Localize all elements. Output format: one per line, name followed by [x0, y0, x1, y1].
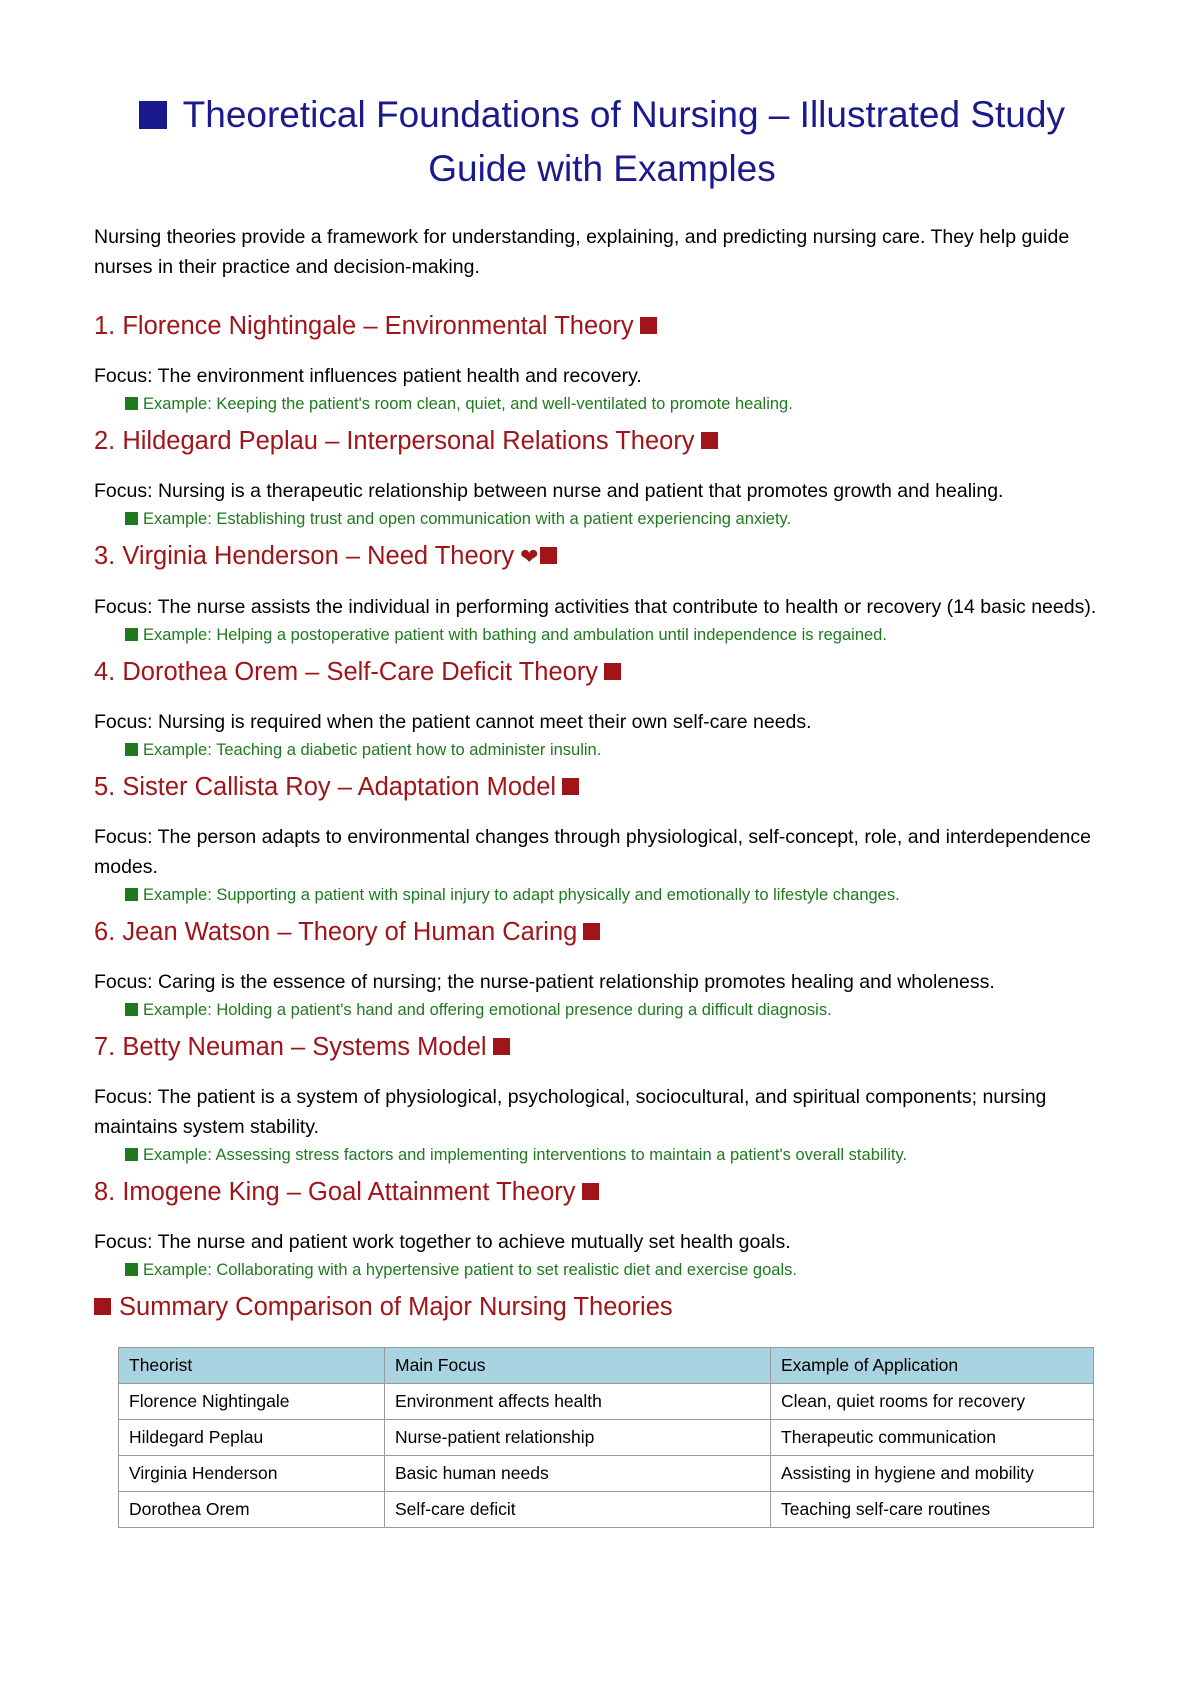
- summary-heading: [94, 1287, 1110, 1327]
- square-bullet-icon: [493, 1038, 510, 1055]
- table-cell: Clean, quiet rooms for recovery: [771, 1384, 1094, 1420]
- theory-focus: [94, 707, 1110, 737]
- example-text: Helping a postoperative patient with bathing and ambulation until independence is regained.: [216, 626, 887, 644]
- theory-section: [94, 306, 1110, 417]
- theory-example: [125, 506, 1110, 532]
- theory-focus: [94, 1082, 1110, 1142]
- theory-heading-text: 5. Sister Callista Roy – Adaptation Model: [94, 773, 557, 801]
- table-cell: Nurse-patient relationship: [385, 1420, 771, 1456]
- square-bullet-icon: [125, 1148, 138, 1161]
- theory-focus: [94, 1227, 1110, 1257]
- focus-text: The environment influences patient health and recovery.: [157, 365, 642, 387]
- theory-heading: [94, 1027, 1110, 1067]
- table-cell: Dorothea Orem: [119, 1492, 385, 1528]
- theory-example: [125, 1257, 1110, 1283]
- table-cell: Basic human needs: [385, 1456, 771, 1492]
- theory-section: [94, 767, 1110, 908]
- theory-section: [94, 1172, 1110, 1283]
- square-bullet-icon: [125, 628, 138, 641]
- theory-heading-text: 7. Betty Neuman – Systems Model: [94, 1033, 487, 1061]
- theory-section: [94, 912, 1110, 1023]
- theory-example: [125, 737, 1110, 763]
- table-header-row: [119, 1348, 1094, 1384]
- theory-section: [94, 536, 1110, 648]
- focus-text: Caring is the essence of nursing; the nurse-patient relationship promotes healing and wholeness.: [157, 971, 995, 993]
- focus-label: Focus:: [94, 365, 153, 387]
- example-text: Keeping the patient's room clean, quiet, and well-ventilated to promote healing.: [216, 395, 793, 413]
- example-text: Assessing stress factors and implementing interventions to maintain a patient's overall stability.: [215, 1146, 908, 1164]
- focus-text: The nurse assists the individual in performing activities that contribute to health or recovery (14 basic needs).: [157, 596, 1097, 618]
- square-bullet-icon: [125, 512, 138, 525]
- theory-heading-text: 1. Florence Nightingale – Environmental Theory: [94, 312, 634, 340]
- theory-example: [125, 1142, 1110, 1168]
- table-cell: Therapeutic communication: [771, 1420, 1094, 1456]
- focus-text: The person adapts to environmental changes through physiological, self-concept, role, and interdependence modes.: [94, 826, 1091, 878]
- example-label: Example:: [143, 741, 212, 759]
- document-title-text: Theoretical Foundations of Nursing – Illustrated Study Guide with Examples: [182, 94, 1065, 189]
- column-header-main-focus: Main Focus: [385, 1348, 771, 1384]
- square-bullet-icon: [125, 1263, 138, 1276]
- table-row: [119, 1384, 1094, 1420]
- theory-heading: [94, 421, 1110, 461]
- theory-example: [125, 391, 1110, 417]
- square-bullet-icon: [94, 1298, 111, 1315]
- theory-focus: [94, 822, 1110, 882]
- focus-text: Nursing is a therapeutic relationship between nurse and patient that promotes growth and healing.: [157, 480, 1004, 502]
- focus-label: Focus:: [94, 1231, 153, 1253]
- table-cell: Self-care deficit: [385, 1492, 771, 1528]
- table-cell: Virginia Henderson: [119, 1456, 385, 1492]
- example-label: Example:: [143, 395, 212, 413]
- example-label: Example:: [143, 886, 212, 904]
- summary-heading-text: Summary Comparison of Major Nursing Theories: [119, 1293, 673, 1321]
- square-bullet-icon: [583, 923, 600, 940]
- example-label: Example:: [143, 1261, 212, 1279]
- example-label: Example:: [143, 510, 212, 528]
- focus-label: Focus:: [94, 596, 153, 618]
- column-header-theorist: Theorist: [119, 1348, 385, 1384]
- document-title: [94, 88, 1110, 196]
- focus-text: The nurse and patient work together to achieve mutually set health goals.: [157, 1231, 791, 1253]
- example-label: Example:: [143, 1146, 212, 1164]
- theory-section: [94, 421, 1110, 532]
- theory-focus: [94, 967, 1110, 997]
- theory-focus: [94, 592, 1110, 622]
- theory-heading: [94, 912, 1110, 952]
- theory-heading: [94, 1172, 1110, 1212]
- square-bullet-icon: [125, 1003, 138, 1016]
- example-text: Holding a patient's hand and offering emotional presence during a difficult diagnosis.: [216, 1001, 832, 1019]
- theory-heading-text: 4. Dorothea Orem – Self-Care Deficit Theory: [94, 658, 599, 686]
- table-row: [119, 1492, 1094, 1528]
- theory-heading-text: 3. Virginia Henderson – Need Theory: [94, 542, 515, 570]
- table-cell: Environment affects health: [385, 1384, 771, 1420]
- theory-focus: [94, 476, 1110, 506]
- square-bullet-icon: [640, 317, 657, 334]
- focus-label: Focus:: [94, 826, 153, 848]
- focus-text: The patient is a system of physiological, psychological, sociocultural, and spiritual components; nursing maintains system stability.: [94, 1086, 1047, 1138]
- example-text: Establishing trust and open communication with a patient experiencing anxiety.: [216, 510, 792, 528]
- theory-section: [94, 1027, 1110, 1168]
- column-header-example: Example of Application: [771, 1348, 1094, 1384]
- theory-heading: [94, 767, 1110, 807]
- theory-heading-text: 6. Jean Watson – Theory of Human Caring: [94, 918, 578, 946]
- focus-text: Nursing is required when the patient cannot meet their own self-care needs.: [157, 711, 812, 733]
- focus-label: Focus:: [94, 971, 153, 993]
- focus-label: Focus:: [94, 1086, 153, 1108]
- example-text: Teaching a diabetic patient how to administer insulin.: [216, 741, 602, 759]
- theory-example: [125, 997, 1110, 1023]
- square-bullet-icon: [125, 397, 138, 410]
- square-bullet-icon: [562, 778, 579, 795]
- theory-example: [125, 882, 1110, 908]
- square-bullet-icon: [701, 432, 718, 449]
- table-cell: Florence Nightingale: [119, 1384, 385, 1420]
- intro-paragraph: Nursing theories provide a framework for understanding, explaining, and predicting nursing care. They help guide nurses in their practice and decision-making.: [94, 226, 1070, 278]
- summary-table: [118, 1347, 1094, 1528]
- focus-label: Focus:: [94, 711, 153, 733]
- table-cell: Teaching self-care routines: [771, 1492, 1094, 1528]
- table-cell: Hildegard Peplau: [119, 1420, 385, 1456]
- theory-heading-text: 2. Hildegard Peplau – Interpersonal Relations Theory: [94, 427, 695, 455]
- example-text: Supporting a patient with spinal injury to adapt physically and emotionally to lifestyle changes.: [216, 886, 900, 904]
- square-bullet-icon: [125, 743, 138, 756]
- theory-section: [94, 652, 1110, 763]
- theory-heading: [94, 306, 1110, 346]
- theory-example: [125, 622, 1110, 648]
- table-cell: Assisting in hygiene and mobility: [771, 1456, 1094, 1492]
- theory-heading: [94, 536, 1110, 577]
- square-bullet-icon: [604, 663, 621, 680]
- example-text: Collaborating with a hypertensive patient to set realistic diet and exercise goals.: [216, 1261, 797, 1279]
- theory-heading-text: 8. Imogene King – Goal Attainment Theory: [94, 1178, 576, 1206]
- heart-icon: ❤: [520, 544, 539, 569]
- table-row: [119, 1456, 1094, 1492]
- focus-label: Focus:: [94, 480, 153, 502]
- example-label: Example:: [143, 626, 212, 644]
- theory-heading: [94, 652, 1110, 692]
- square-bullet-icon: [582, 1183, 599, 1200]
- square-bullet-icon: [540, 547, 557, 564]
- square-bullet-icon: [125, 888, 138, 901]
- example-label: Example:: [143, 1001, 212, 1019]
- square-bullet-icon: [139, 101, 167, 129]
- theory-focus: [94, 361, 1110, 391]
- table-row: [119, 1420, 1094, 1456]
- document-page: [94, 88, 1110, 1528]
